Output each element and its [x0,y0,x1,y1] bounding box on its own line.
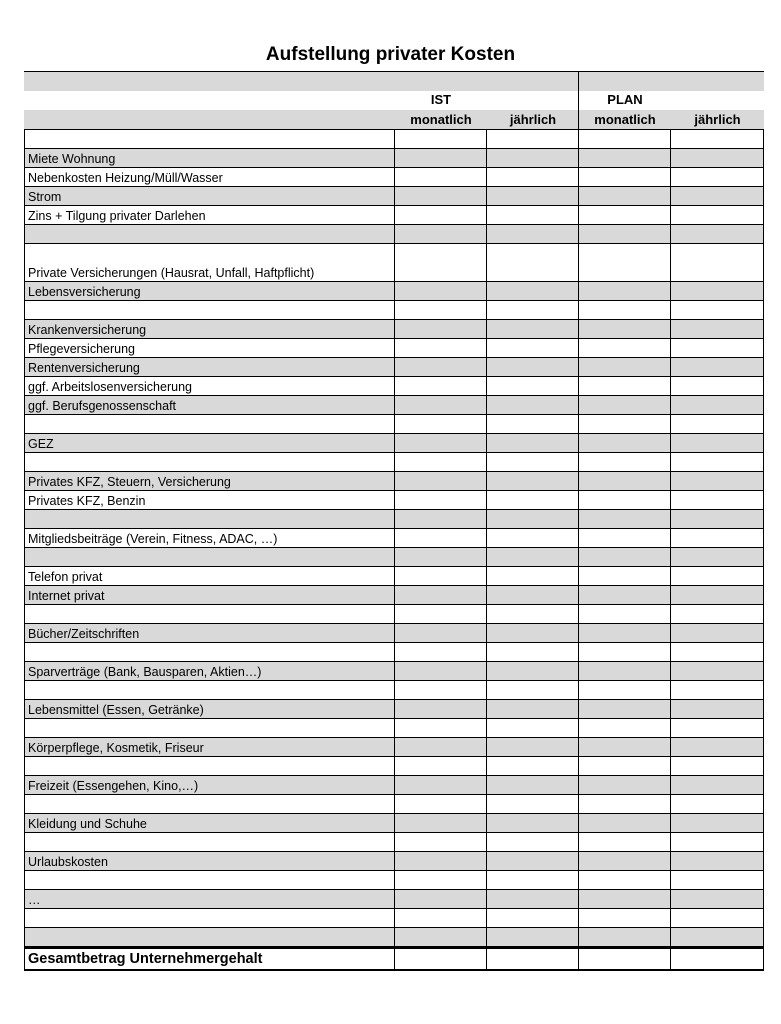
ist-yearly-cell[interactable] [487,434,579,452]
plan-yearly-cell[interactable] [671,301,764,319]
row-label: Rentenversicherung [24,358,395,376]
ist-monthly-cell[interactable] [395,719,487,737]
total-plan-monthly-cell[interactable] [579,949,671,969]
ist-monthly-cell[interactable] [395,776,487,794]
table-row [24,434,764,453]
ist-monthly-cell[interactable] [395,567,487,585]
row-label: Private Versicherungen (Hausrat, Unfall, Haftpflicht) [24,244,395,281]
row-label: Internet privat [24,586,395,604]
plan-monthly-cell[interactable] [579,909,671,927]
row-label: Körperpflege, Kosmetik, Friseur [24,738,395,756]
row-label: Privates KFZ, Benzin [24,491,395,509]
plan-monthly-cell[interactable] [579,548,671,566]
total-ist-yearly-cell[interactable] [487,949,579,969]
plan-yearly-cell[interactable] [671,377,764,395]
ist-yearly-cell[interactable] [487,225,579,243]
plan-yearly-cell[interactable] [671,282,764,300]
header-ist-monthly: monatlich [410,112,472,127]
table-row [24,814,764,833]
row-label [24,909,395,927]
row-label [24,453,395,471]
row-label: Miete Wohnung [24,149,395,167]
plan-monthly-cell[interactable] [579,738,671,756]
row-label [24,833,395,851]
plan-monthly-cell[interactable] [579,206,671,224]
row-label: Mitgliedsbeiträge (Verein, Fitness, ADAC, …) [24,529,395,547]
ist-monthly-cell[interactable] [395,795,487,813]
ist-yearly-cell[interactable] [487,130,579,148]
row-label [24,130,395,148]
row-label: Urlaubskosten [24,852,395,870]
plan-yearly-cell[interactable] [671,149,764,167]
ist-yearly-cell[interactable] [487,282,579,300]
plan-monthly-cell[interactable] [579,149,671,167]
ist-monthly-cell[interactable] [395,225,487,243]
table-row [24,871,764,890]
plan-monthly-cell[interactable] [579,244,671,281]
plan-yearly-cell[interactable] [671,662,764,680]
table-row [24,795,764,814]
ist-yearly-cell[interactable] [487,681,579,699]
plan-monthly-cell[interactable] [579,681,671,699]
ist-yearly-cell[interactable] [487,852,579,870]
plan-yearly-cell[interactable] [671,510,764,528]
plan-yearly-cell[interactable] [671,225,764,243]
ist-monthly-cell[interactable] [395,206,487,224]
table-row [24,529,764,548]
row-label [24,871,395,889]
plan-yearly-cell[interactable] [671,453,764,471]
plan-yearly-cell[interactable] [671,586,764,604]
ist-yearly-cell[interactable] [487,320,579,338]
row-label [24,795,395,813]
plan-monthly-cell[interactable] [579,529,671,547]
table-row [24,453,764,472]
table-row [24,244,764,282]
ist-monthly-cell[interactable] [395,586,487,604]
plan-monthly-cell[interactable] [579,187,671,205]
table-row [24,415,764,434]
table-row [24,548,764,567]
plan-yearly-cell[interactable] [671,434,764,452]
ist-monthly-cell[interactable] [395,130,487,148]
plan-yearly-cell[interactable] [671,548,764,566]
plan-monthly-cell[interactable] [579,415,671,433]
plan-monthly-cell[interactable] [579,320,671,338]
ist-monthly-cell[interactable] [395,871,487,889]
ist-monthly-cell[interactable] [395,415,487,433]
plan-yearly-cell[interactable] [671,738,764,756]
plan-monthly-cell[interactable] [579,339,671,357]
plan-yearly-cell[interactable] [671,928,764,946]
table-row [24,282,764,301]
header-ist-yearly: jährlich [509,112,557,127]
plan-yearly-cell[interactable] [671,795,764,813]
plan-monthly-cell[interactable] [579,643,671,661]
plan-monthly-cell[interactable] [579,700,671,718]
row-label [24,681,395,699]
ist-yearly-cell[interactable] [487,757,579,775]
table-row [24,377,764,396]
ist-monthly-cell[interactable] [395,643,487,661]
plan-monthly-cell[interactable] [579,168,671,186]
ist-yearly-cell[interactable] [487,415,579,433]
plan-monthly-cell[interactable] [579,396,671,414]
ist-monthly-cell[interactable] [395,491,487,509]
plan-monthly-cell[interactable] [579,795,671,813]
table-row [24,586,764,605]
plan-monthly-cell[interactable] [579,225,671,243]
plan-monthly-cell[interactable] [579,605,671,623]
plan-yearly-cell[interactable] [671,852,764,870]
ist-monthly-cell[interactable] [395,301,487,319]
plan-yearly-cell[interactable] [671,472,764,490]
row-label: ggf. Arbeitslosenversicherung [24,377,395,395]
table-row [24,225,764,244]
row-label [24,301,395,319]
row-label [24,643,395,661]
ist-yearly-cell[interactable] [487,738,579,756]
row-label: Nebenkosten Heizung/Müll/Wasser [24,168,395,186]
plan-yearly-cell[interactable] [671,757,764,775]
ist-yearly-cell[interactable] [487,244,579,281]
table-row [24,719,764,738]
ist-monthly-cell[interactable] [395,244,487,281]
plan-yearly-cell[interactable] [671,529,764,547]
plan-monthly-cell[interactable] [579,871,671,889]
plan-monthly-cell[interactable] [579,624,671,642]
ist-yearly-cell[interactable] [487,206,579,224]
plan-monthly-cell[interactable] [579,377,671,395]
ist-yearly-cell[interactable] [487,605,579,623]
table-header [24,71,764,130]
plan-monthly-cell[interactable] [579,662,671,680]
ist-yearly-cell[interactable] [487,377,579,395]
ist-monthly-cell[interactable] [395,757,487,775]
row-label: GEZ [24,434,395,452]
plan-yearly-cell[interactable] [671,890,764,908]
table-row [24,320,764,339]
table-row [24,358,764,377]
ist-yearly-cell[interactable] [487,871,579,889]
ist-yearly-cell[interactable] [487,586,579,604]
ist-yearly-cell[interactable] [487,510,579,528]
plan-yearly-cell[interactable] [671,681,764,699]
table-row [24,130,764,149]
row-label [24,415,395,433]
ist-monthly-cell[interactable] [395,510,487,528]
ist-yearly-cell[interactable] [487,909,579,927]
plan-monthly-cell[interactable] [579,472,671,490]
ist-monthly-cell[interactable] [395,738,487,756]
ist-yearly-cell[interactable] [487,168,579,186]
table-row [24,510,764,529]
total-label: Gesamtbetrag Unternehmergehalt [24,949,395,969]
row-label: Bücher/Zeitschriften [24,624,395,642]
table-row [24,605,764,624]
table-row [24,681,764,700]
ist-yearly-cell[interactable] [487,643,579,661]
table-row [24,643,764,662]
row-label [24,510,395,528]
plan-yearly-cell[interactable] [671,339,764,357]
ist-monthly-cell[interactable] [395,852,487,870]
row-label [24,719,395,737]
table-row [24,491,764,510]
plan-monthly-cell[interactable] [579,358,671,376]
ist-yearly-cell[interactable] [487,833,579,851]
plan-monthly-cell[interactable] [579,757,671,775]
plan-monthly-cell[interactable] [579,434,671,452]
plan-yearly-cell[interactable] [671,871,764,889]
ist-monthly-cell[interactable] [395,548,487,566]
plan-monthly-cell[interactable] [579,719,671,737]
table-row [24,776,764,795]
row-label: Telefon privat [24,567,395,585]
header-band-top [24,72,764,91]
row-label: Zins + Tilgung privater Darlehen [24,206,395,224]
table-row [24,852,764,871]
plan-yearly-cell[interactable] [671,776,764,794]
ist-yearly-cell[interactable] [487,301,579,319]
plan-yearly-cell[interactable] [671,605,764,623]
table-row [24,206,764,225]
table-row [24,928,764,947]
ist-monthly-cell[interactable] [395,662,487,680]
ist-yearly-cell[interactable] [487,548,579,566]
table-row [24,757,764,776]
table-row [24,187,764,206]
plan-monthly-cell[interactable] [579,833,671,851]
plan-yearly-cell[interactable] [671,909,764,927]
header-plan: PLAN [607,92,643,107]
header-plan-monthly: monatlich [594,112,656,127]
plan-yearly-cell[interactable] [671,491,764,509]
ist-monthly-cell[interactable] [395,472,487,490]
plan-monthly-cell[interactable] [579,776,671,794]
ist-monthly-cell[interactable] [395,529,487,547]
ist-monthly-cell[interactable] [395,282,487,300]
total-row [24,947,764,971]
plan-monthly-cell[interactable] [579,282,671,300]
plan-yearly-cell[interactable] [671,320,764,338]
ist-yearly-cell[interactable] [487,700,579,718]
table-row [24,168,764,187]
table-body [24,130,764,947]
total-plan-yearly-cell[interactable] [671,949,764,969]
ist-yearly-cell[interactable] [487,453,579,471]
row-label: Freizeit (Essengehen, Kino,…) [24,776,395,794]
plan-monthly-cell[interactable] [579,491,671,509]
ist-monthly-cell[interactable] [395,605,487,623]
plan-yearly-cell[interactable] [671,833,764,851]
ist-yearly-cell[interactable] [487,567,579,585]
row-label: Lebensmittel (Essen, Getränke) [24,700,395,718]
row-label: … [24,890,395,908]
ist-monthly-cell[interactable] [395,700,487,718]
ist-yearly-cell[interactable] [487,814,579,832]
plan-monthly-cell[interactable] [579,890,671,908]
ist-yearly-cell[interactable] [487,339,579,357]
row-label: Kleidung und Schuhe [24,814,395,832]
plan-monthly-cell[interactable] [579,586,671,604]
header-plan-yearly: jährlich [694,112,741,127]
ist-monthly-cell[interactable] [395,909,487,927]
plan-monthly-cell[interactable] [579,567,671,585]
ist-monthly-cell[interactable] [395,833,487,851]
ist-yearly-cell[interactable] [487,358,579,376]
ist-yearly-cell[interactable] [487,890,579,908]
row-label [24,757,395,775]
ist-monthly-cell[interactable] [395,396,487,414]
row-label: ggf. Berufsgenossenschaft [24,396,395,414]
plan-yearly-cell[interactable] [671,567,764,585]
ist-monthly-cell[interactable] [395,928,487,946]
ist-monthly-cell[interactable] [395,434,487,452]
ist-yearly-cell[interactable] [487,491,579,509]
plan-yearly-cell[interactable] [671,206,764,224]
ist-yearly-cell[interactable] [487,472,579,490]
row-label: Strom [24,187,395,205]
plan-yearly-cell[interactable] [671,396,764,414]
cost-table [24,71,764,971]
ist-monthly-cell[interactable] [395,377,487,395]
plan-monthly-cell[interactable] [579,852,671,870]
table-row [24,301,764,320]
table-row [24,890,764,909]
plan-monthly-cell[interactable] [579,814,671,832]
ist-monthly-cell[interactable] [395,453,487,471]
ist-monthly-cell[interactable] [395,187,487,205]
ist-yearly-cell[interactable] [487,624,579,642]
row-label [24,928,395,946]
ist-yearly-cell[interactable] [487,795,579,813]
plan-yearly-cell[interactable] [671,814,764,832]
plan-yearly-cell[interactable] [671,187,764,205]
table-row [24,738,764,757]
total-ist-monthly-cell[interactable] [395,949,487,969]
plan-monthly-cell[interactable] [579,130,671,148]
row-label [24,225,395,243]
plan-yearly-cell[interactable] [671,130,764,148]
ist-monthly-cell[interactable] [395,624,487,642]
plan-yearly-cell[interactable] [671,415,764,433]
plan-monthly-cell[interactable] [579,928,671,946]
table-row [24,396,764,415]
ist-monthly-cell[interactable] [395,168,487,186]
plan-yearly-cell[interactable] [671,624,764,642]
page-title: Aufstellung privater Kosten [265,44,516,65]
ist-monthly-cell[interactable] [395,339,487,357]
plan-monthly-cell[interactable] [579,453,671,471]
row-label: Krankenversicherung [24,320,395,338]
ist-monthly-cell[interactable] [395,814,487,832]
row-label [24,605,395,623]
table-row [24,567,764,586]
ist-yearly-cell[interactable] [487,776,579,794]
ist-yearly-cell[interactable] [487,396,579,414]
row-label [24,548,395,566]
ist-yearly-cell[interactable] [487,149,579,167]
ist-yearly-cell[interactable] [487,719,579,737]
row-label: Sparverträge (Bank, Bausparen, Aktien…) [24,662,395,680]
plan-yearly-cell[interactable] [671,358,764,376]
ist-yearly-cell[interactable] [487,662,579,680]
table-row [24,339,764,358]
ist-monthly-cell[interactable] [395,681,487,699]
table-row [24,833,764,852]
ist-yearly-cell[interactable] [487,529,579,547]
ist-monthly-cell[interactable] [395,320,487,338]
plan-yearly-cell[interactable] [671,244,764,281]
plan-yearly-cell[interactable] [671,700,764,718]
table-row [24,662,764,681]
table-row [24,149,764,168]
row-label: Privates KFZ, Steuern, Versicherung [24,472,395,490]
ist-monthly-cell[interactable] [395,890,487,908]
ist-yearly-cell[interactable] [487,928,579,946]
table-row [24,700,764,719]
header-ist: IST [430,92,452,107]
ist-monthly-cell[interactable] [395,149,487,167]
table-row [24,624,764,643]
ist-monthly-cell[interactable] [395,358,487,376]
ist-yearly-cell[interactable] [487,187,579,205]
table-row [24,472,764,491]
row-label: Pflegeversicherung [24,339,395,357]
table-row [24,909,764,928]
plan-yearly-cell[interactable] [671,168,764,186]
plan-monthly-cell[interactable] [579,510,671,528]
row-label: Lebensversicherung [24,282,395,300]
plan-yearly-cell[interactable] [671,643,764,661]
plan-yearly-cell[interactable] [671,719,764,737]
plan-monthly-cell[interactable] [579,301,671,319]
